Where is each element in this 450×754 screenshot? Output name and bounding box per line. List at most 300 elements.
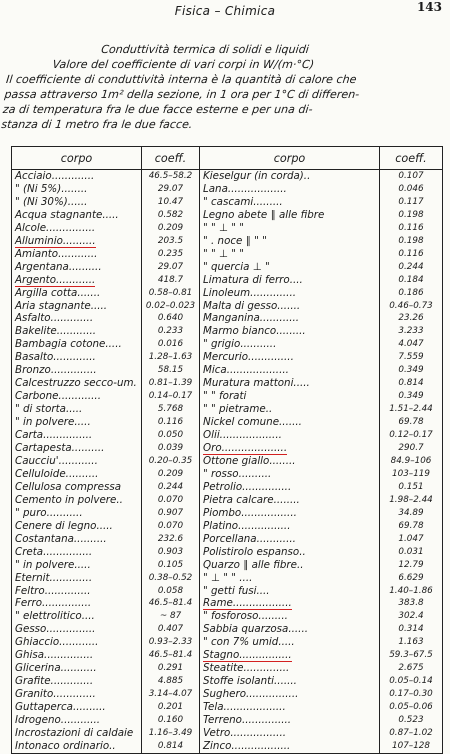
table-row xyxy=(12,636,443,649)
material-name-right-text: " " ⊥ " " xyxy=(203,247,245,260)
table-row xyxy=(12,429,443,442)
material-name-left-text: Intonaco ordinario.. xyxy=(15,739,116,752)
table-row xyxy=(12,675,443,688)
coefficient-right xyxy=(380,325,443,338)
table-row xyxy=(12,183,443,196)
intro-paragraph-line: za di temperatura fra le due facce esterne e per una di- xyxy=(2,103,314,116)
material-name-right xyxy=(200,662,380,675)
material-name-left-text: Celluloide.......... xyxy=(15,467,99,480)
coefficient-left-text: 0.160 xyxy=(157,715,184,726)
material-name-left-text: " (Ni 5%)........ xyxy=(15,182,88,195)
coefficient-left-text: ~ 87 xyxy=(159,611,182,622)
table-row xyxy=(12,507,443,520)
coefficient-right xyxy=(380,429,443,442)
table-row xyxy=(12,481,443,494)
material-name-left xyxy=(12,533,142,546)
coefficient-left xyxy=(142,429,200,442)
material-name-right xyxy=(200,610,380,623)
conductivity-table xyxy=(11,146,443,754)
material-name-left xyxy=(12,559,142,572)
intro-text xyxy=(1,42,442,132)
coefficient-left xyxy=(142,559,200,572)
coefficient-right-text: 7.559 xyxy=(398,352,424,363)
material-name-left xyxy=(12,597,142,610)
page-number: 143 xyxy=(416,0,442,14)
material-name-left-text: Basalto............. xyxy=(15,351,96,364)
coefficient-left-text: 0.058 xyxy=(157,585,184,596)
material-name-right-text: Steatite.............. xyxy=(203,662,290,675)
table-header-row xyxy=(12,147,443,170)
coefficient-right xyxy=(380,300,443,313)
material-name-left-text: Costantana.......... xyxy=(15,532,107,545)
material-name-left-text: Cartapesta.......... xyxy=(15,442,105,455)
material-name-left xyxy=(12,209,142,222)
material-name-right xyxy=(200,338,380,351)
material-name-right-text: " fosforoso......... xyxy=(203,610,288,623)
material-name-right-text: Kieselgur (in corda).. xyxy=(203,170,311,182)
material-name-left xyxy=(12,649,142,662)
coefficient-right-text: 0.17–0.30 xyxy=(389,689,433,700)
coefficient-right-text: 0.116 xyxy=(398,248,424,259)
coefficient-left-text: 0.244 xyxy=(157,481,184,492)
material-name-left-text: Cellulosa compressa xyxy=(15,480,122,493)
intro-paragraph-line: passa attraverso 1m² della sezione, in 1 ora per 1°C di differen- xyxy=(3,88,360,101)
material-name-right-text: Olii................... xyxy=(203,429,282,442)
coefficient-left-text: 0.209 xyxy=(157,468,184,479)
material-name-right-text: " getti fusi.... xyxy=(203,584,270,597)
coefficient-left xyxy=(142,416,200,429)
coefficient-left xyxy=(142,183,200,196)
material-name-left xyxy=(12,688,142,701)
table-row xyxy=(12,325,443,338)
coefficient-left xyxy=(142,494,200,507)
material-name-right xyxy=(200,416,380,429)
coefficient-left xyxy=(142,649,200,662)
coefficient-left xyxy=(142,403,200,416)
table-row xyxy=(12,727,443,740)
material-name-left xyxy=(12,287,142,300)
material-name-left xyxy=(12,248,142,261)
table-row xyxy=(12,610,443,623)
coefficient-right-text: 0.05–0.14 xyxy=(389,676,433,687)
material-name-left xyxy=(12,662,142,675)
coefficient-left xyxy=(142,740,200,753)
material-name-right-text: Manganina............ xyxy=(203,312,300,325)
table-row xyxy=(12,468,443,481)
material-name-left-text: " in polvere..... xyxy=(15,416,91,429)
material-name-right-text: " " ⊥ " " xyxy=(203,221,245,234)
material-name-right xyxy=(200,559,380,572)
coefficient-right-text: 34.89 xyxy=(398,507,424,518)
material-name-left-text: Asfalto............. xyxy=(15,312,94,325)
table-row xyxy=(12,649,443,662)
coefficient-right xyxy=(380,455,443,468)
coefficient-left-text: 58.15 xyxy=(157,365,184,376)
coefficient-right-text: 1.51–2.44 xyxy=(389,404,433,415)
material-name-right-text: Quarzo ∥ alle fibre.. xyxy=(203,558,304,571)
coefficient-left-text: 0.58–0.81 xyxy=(148,287,193,298)
coefficient-left-text: 0.050 xyxy=(157,430,184,441)
table-body xyxy=(12,170,443,754)
material-name-right-text: Platino................ xyxy=(203,519,291,532)
material-name-right-text: Nickel comune....... xyxy=(203,416,302,429)
coefficient-left xyxy=(142,623,200,636)
coefficient-right xyxy=(380,649,443,662)
coefficient-right xyxy=(380,675,443,688)
material-name-right xyxy=(200,688,380,701)
coefficient-left-text: 0.016 xyxy=(157,339,184,350)
material-name-right xyxy=(200,429,380,442)
material-name-right xyxy=(200,481,380,494)
coefficient-left xyxy=(142,533,200,546)
coefficient-right-text: 0.12–0.17 xyxy=(389,430,433,441)
material-name-right xyxy=(200,442,380,455)
coefficient-right xyxy=(380,377,443,390)
coefficient-right-text: 0.198 xyxy=(398,209,424,220)
material-name-left-text: Carta............... xyxy=(15,429,93,442)
coefficient-left xyxy=(142,610,200,623)
table-row xyxy=(12,222,443,235)
table-row xyxy=(12,494,443,507)
coefficient-left-text: 0.81–1.39 xyxy=(148,378,193,389)
intro-heading: Conduttività termica di solidi e liquidi xyxy=(100,43,310,56)
coefficient-right-text: 6.629 xyxy=(398,572,424,583)
coefficient-right xyxy=(380,533,443,546)
coefficient-right-text: 290.7 xyxy=(398,443,424,454)
material-name-right-text: " con 7% umid..... xyxy=(203,636,295,649)
coefficient-left-text: 46.5–81.4 xyxy=(148,598,193,609)
material-name-right-text: Stoffe isolanti....... xyxy=(203,675,297,688)
table-row xyxy=(12,248,443,261)
table-row xyxy=(12,520,443,533)
table-row xyxy=(12,533,443,546)
material-name-right xyxy=(200,248,380,261)
coefficient-left xyxy=(142,300,200,313)
coefficient-right xyxy=(380,196,443,209)
coefficient-left-text: 46.5–81.4 xyxy=(148,650,193,661)
coefficient-left-text: 0.20–0.35 xyxy=(148,455,193,466)
table-row xyxy=(12,714,443,727)
material-name-right xyxy=(200,274,380,287)
material-name-left-text: Grafite............. xyxy=(15,675,94,688)
coefficient-right xyxy=(380,507,443,520)
intro-paragraph-line: Il coefficiente di conduttività interna è la quantità di calore che xyxy=(5,73,358,86)
coefficient-left-text: 0.38–0.52 xyxy=(148,572,193,583)
coefficient-right xyxy=(380,727,443,740)
material-name-right-text: Legno abete ∥ alle fibre xyxy=(203,208,325,221)
material-name-right xyxy=(200,507,380,520)
coefficient-left xyxy=(142,235,200,248)
coefficient-right-text: 3.233 xyxy=(398,326,424,337)
material-name-right-text: Sughero................ xyxy=(203,688,299,701)
material-name-left xyxy=(12,520,142,533)
table-row xyxy=(12,312,443,325)
coefficient-right xyxy=(380,481,443,494)
material-name-right-text: Stagno................ xyxy=(203,649,292,662)
coefficient-right xyxy=(380,312,443,325)
material-name-left xyxy=(12,403,142,416)
coefficient-left-text: 0.070 xyxy=(157,520,184,531)
table-row xyxy=(12,623,443,636)
coefficient-left xyxy=(142,274,200,287)
material-name-right xyxy=(200,196,380,209)
material-name-left xyxy=(12,338,142,351)
coefficient-right-text: 103–119 xyxy=(392,468,430,479)
coefficient-right-text: 0.186 xyxy=(398,287,424,298)
material-name-left-text: Eternit............. xyxy=(15,571,93,584)
coefficient-left-text: 418.7 xyxy=(157,274,184,285)
material-name-left xyxy=(12,429,142,442)
table-row xyxy=(12,416,443,429)
coefficient-left-text: 0.233 xyxy=(157,326,184,337)
coefficient-left-text: 0.070 xyxy=(157,494,184,505)
coefficient-right-text: 0.198 xyxy=(398,235,424,246)
table-row xyxy=(12,338,443,351)
coefficient-left xyxy=(142,312,200,325)
material-name-left-text: Ferro............... xyxy=(15,597,92,610)
material-name-left-text: Idrogeno............ xyxy=(15,714,101,727)
material-name-right xyxy=(200,701,380,714)
coefficient-right xyxy=(380,520,443,533)
material-name-right xyxy=(200,261,380,274)
coefficient-right-text: 0.349 xyxy=(398,391,424,402)
table-row xyxy=(12,403,443,416)
material-name-left-text: Incrostazioni di caldaie xyxy=(15,726,134,739)
material-name-right-text: Marmo bianco......... xyxy=(203,325,306,338)
column-header-corpo: corpo xyxy=(12,147,142,170)
coefficient-left-text: 1.28–1.63 xyxy=(148,352,193,363)
material-name-left xyxy=(12,610,142,623)
coefficient-left-text: 0.02–0.023 xyxy=(145,300,196,311)
material-name-right xyxy=(200,468,380,481)
intro-subheading: Valore del coefficiente di vari corpi in W/(m·°C) xyxy=(51,58,315,71)
coefficient-right xyxy=(380,494,443,507)
material-name-right xyxy=(200,585,380,598)
coefficient-left xyxy=(142,481,200,494)
coefficient-left xyxy=(142,727,200,740)
coefficient-right-text: 0.117 xyxy=(398,196,424,207)
material-name-left-text: Glicerina........... xyxy=(15,662,97,675)
table-row xyxy=(12,274,443,287)
coefficient-left-text: 203.5 xyxy=(157,235,184,246)
coefficient-left-text: 0.209 xyxy=(157,222,184,233)
coefficient-left-text: 1.16–3.49 xyxy=(148,727,193,738)
material-name-right-text: " cascami......... xyxy=(203,195,283,208)
coefficient-right-text: 1.047 xyxy=(398,533,424,544)
coefficient-right xyxy=(380,546,443,559)
coefficient-right-text: 84.9–106 xyxy=(390,455,432,466)
table-row xyxy=(12,351,443,364)
table-row xyxy=(12,209,443,222)
material-name-right-text: " rosso.......... xyxy=(203,467,272,480)
material-name-left xyxy=(12,740,142,753)
coefficient-right-text: 0.349 xyxy=(398,365,424,376)
coefficient-right xyxy=(380,287,443,300)
coefficient-left xyxy=(142,597,200,610)
coefficient-right xyxy=(380,610,443,623)
coefficient-left-text: 0.235 xyxy=(157,248,184,259)
material-name-right xyxy=(200,714,380,727)
material-name-left xyxy=(12,235,142,248)
material-name-right xyxy=(200,649,380,662)
coefficient-left xyxy=(142,442,200,455)
coefficient-left xyxy=(142,468,200,481)
coefficient-right xyxy=(380,403,443,416)
coefficient-left-text: 0.903 xyxy=(157,546,184,557)
table-row xyxy=(12,701,443,714)
material-name-right-text: Linoleum.............. xyxy=(203,286,296,299)
material-name-left xyxy=(12,507,142,520)
coefficient-left xyxy=(142,546,200,559)
coefficient-right-text: 0.031 xyxy=(398,546,424,557)
coefficient-right xyxy=(380,572,443,585)
coefficient-right xyxy=(380,559,443,572)
coefficient-right xyxy=(380,585,443,598)
material-name-right-text: Porcellana............ xyxy=(203,532,296,545)
coefficient-left-text: 0.582 xyxy=(157,209,184,220)
table-row xyxy=(12,390,443,403)
material-name-left-text: Cenere di legno..... xyxy=(15,519,113,532)
column-header-coeff: coeff. xyxy=(380,147,443,170)
material-name-left xyxy=(12,390,142,403)
material-name-right-text: Vetro................. xyxy=(203,726,286,739)
material-name-right xyxy=(200,364,380,377)
coefficient-right-text: 302.4 xyxy=(398,611,424,622)
material-name-left xyxy=(12,714,142,727)
table-row xyxy=(12,196,443,209)
coefficient-right xyxy=(380,248,443,261)
coefficient-right xyxy=(380,351,443,364)
coefficient-right-text: 69.78 xyxy=(398,417,424,428)
material-name-right xyxy=(200,546,380,559)
table-row xyxy=(12,287,443,300)
material-name-left xyxy=(12,546,142,559)
material-name-left-text: " puro........... xyxy=(15,506,83,519)
material-name-left-text: Argilla cotta....... xyxy=(15,286,101,299)
material-name-right-text: Zinco.................. xyxy=(203,739,291,752)
coefficient-left xyxy=(142,636,200,649)
material-name-left-text: Argento............ xyxy=(15,273,96,286)
material-name-left-text: Granito............. xyxy=(15,688,96,701)
material-name-right-text: Tela................... xyxy=(203,701,286,714)
table-row xyxy=(12,300,443,313)
coefficient-right-text: 0.814 xyxy=(398,378,424,389)
material-name-right xyxy=(200,675,380,688)
material-name-left xyxy=(12,377,142,390)
coefficient-left xyxy=(142,351,200,364)
coefficient-left xyxy=(142,287,200,300)
material-name-left xyxy=(12,494,142,507)
coefficient-left xyxy=(142,701,200,714)
material-name-left-text: Gesso............... xyxy=(15,623,96,636)
material-name-left-text: Caucciu'............ xyxy=(15,454,98,467)
table-row xyxy=(12,364,443,377)
material-name-right-text: " ⊥ " " .... xyxy=(203,571,253,584)
coefficient-left-text: 0.039 xyxy=(157,443,184,454)
coefficient-left-text: 29.07 xyxy=(157,183,184,194)
coefficient-right-text: 0.46–0.73 xyxy=(389,300,433,311)
coefficient-left xyxy=(142,390,200,403)
coefficient-left xyxy=(142,196,200,209)
table-row xyxy=(12,455,443,468)
material-name-left-text: " in polvere..... xyxy=(15,558,91,571)
coefficient-left xyxy=(142,377,200,390)
material-name-left xyxy=(12,274,142,287)
material-name-left xyxy=(12,170,142,183)
coefficient-right-text: 0.151 xyxy=(398,481,424,492)
coefficient-right xyxy=(380,442,443,455)
table-row xyxy=(12,170,443,183)
material-name-right-text: Mercurio.............. xyxy=(203,351,294,364)
coefficient-left-text: 232.6 xyxy=(157,533,184,544)
coefficient-left-text: 0.116 xyxy=(157,417,184,428)
section-title: Fisica – Chimica xyxy=(174,4,276,18)
material-name-left xyxy=(12,636,142,649)
coefficient-right xyxy=(380,364,443,377)
coefficient-right-text: 0.314 xyxy=(398,624,424,635)
material-name-right xyxy=(200,183,380,196)
material-name-left-text: " (Ni 30%)...... xyxy=(15,195,88,208)
coefficient-right xyxy=(380,740,443,753)
coefficient-left-text: 0.93–2.33 xyxy=(148,637,193,648)
coefficient-right-text: 0.87–1.02 xyxy=(389,727,433,738)
material-name-right-text: Polistirolo espanso.. xyxy=(203,545,306,558)
coefficient-left xyxy=(142,688,200,701)
coefficient-left xyxy=(142,325,200,338)
table-row xyxy=(12,662,443,675)
coefficient-right xyxy=(380,170,443,183)
table-row xyxy=(12,688,443,701)
material-name-left xyxy=(12,364,142,377)
coefficient-right-text: 1.163 xyxy=(398,637,424,648)
intro-paragraph-line: stanza di 1 metro fra le due facce. xyxy=(0,118,194,131)
coefficient-right xyxy=(380,597,443,610)
material-name-left-text: Ghisa............... xyxy=(15,649,94,662)
coefficient-left-text: 0.814 xyxy=(157,740,184,751)
column-header-corpo: corpo xyxy=(200,147,380,170)
material-name-right-text: Sabbia quarzosa...... xyxy=(203,623,308,636)
coefficient-right-text: 0.184 xyxy=(398,274,424,285)
material-name-right-text: Limatura di ferro.... xyxy=(203,273,303,286)
material-name-left xyxy=(12,325,142,338)
coefficient-left-text: 3.14–4.07 xyxy=(148,689,193,700)
coefficient-left xyxy=(142,222,200,235)
material-name-left xyxy=(12,481,142,494)
material-name-right xyxy=(200,377,380,390)
material-name-right xyxy=(200,572,380,585)
coefficient-right-text: 0.116 xyxy=(398,222,424,233)
material-name-right-text: " grigio........... xyxy=(203,338,277,351)
material-name-left xyxy=(12,585,142,598)
coefficient-left-text: 10.47 xyxy=(157,196,184,207)
material-name-right-text: Terreno............... xyxy=(203,714,292,727)
material-name-left xyxy=(12,572,142,585)
table-row xyxy=(12,235,443,248)
coefficient-right-text: 0.05–0.06 xyxy=(389,702,433,713)
coefficient-right xyxy=(380,701,443,714)
material-name-left xyxy=(12,416,142,429)
coefficient-right xyxy=(380,338,443,351)
coefficient-left xyxy=(142,170,200,183)
coefficient-right-text: 4.047 xyxy=(398,339,424,350)
material-name-left-text: Argentana.......... xyxy=(15,260,102,273)
material-name-left-text: Bronzo.............. xyxy=(15,364,97,377)
coefficient-left xyxy=(142,338,200,351)
coefficient-left xyxy=(142,520,200,533)
table-row xyxy=(12,740,443,753)
coefficient-right xyxy=(380,209,443,222)
coefficient-right-text: 1.40–1.86 xyxy=(389,585,433,596)
